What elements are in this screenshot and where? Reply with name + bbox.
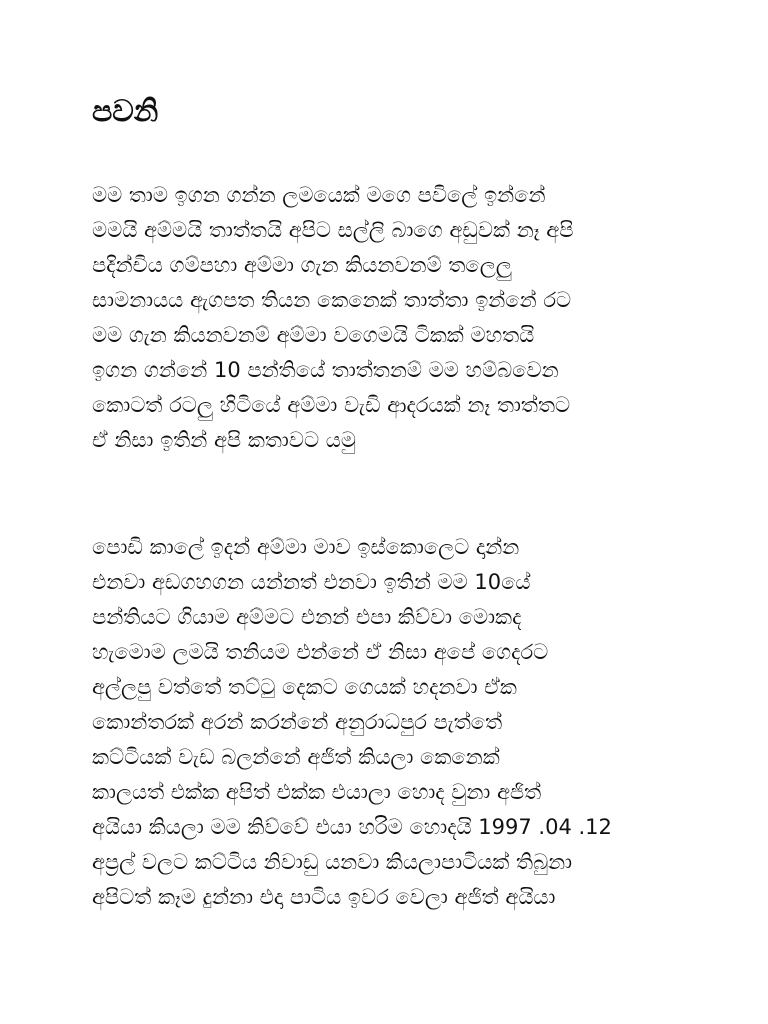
- text-line: එනවා අඩගහගන යන්නත් එනවා ඉතින් මම 10යේ: [92, 570, 531, 594]
- text-line: ඉගන ගන්නේ 10 පන්තියේ තාත්තනම් මම හම්බවෙන: [92, 358, 559, 382]
- paragraph-1: [92, 178, 702, 458]
- text-line: ඒ නිසා ඉතින් අපි කතාවට යමු: [92, 428, 356, 452]
- text-line: පන්තියට ගියාම අම්මට එනන් එපා කිව්වා මොකද: [92, 605, 522, 629]
- text-line: කාලයත් එක්ක අපිත් එක්ක එයාලා හොද වුනා අජිත්: [92, 780, 542, 804]
- text-line: අයියා කියලා මම කිව්වේ එයා හරිම හොදයි 1997 .04 .12: [92, 815, 612, 839]
- text-line: කොන්තරක් අරන් කරන්නේ අනුරාධපුර පැත්තේ: [92, 710, 503, 734]
- text-line: සාමනායය ඇගපත තියන කෙනෙක් තාත්තා ඉන්නේ රට: [92, 288, 572, 312]
- text-line: මම ගැන කියනවනම් අම්මා වගෙමයි ටිකක් මහතයි: [92, 323, 535, 347]
- text-line: මමයි අම්මයි තාත්තයි අපිට සල්ලි බාගෙ අඩුවක් නෑ අපි: [92, 218, 574, 242]
- text-line: අපිටත් කෑම දුන්නා එදා පාටිය ඉවර වෙලා අජිත් අයියා: [92, 885, 556, 909]
- text-line: මම තාම ඉගන ගන්න ලමයෙක් මගෙ පවිලේ ඉන්නේ: [92, 183, 546, 207]
- text-line: අල්ලපු වත්තේ තට්ටු දෙකට ගෙයක් හදනවා ඒක: [92, 675, 517, 699]
- text-line: කට්ටියක් වැඩ බලන්නේ අජිත් කියලා කෙනෙක්: [92, 745, 500, 769]
- document-title: පවනි: [92, 94, 159, 129]
- text-line: කොටත් රටලු හිටියේ අම්මා වැඩි ආදරයක් නෑ තාත්තට: [92, 393, 571, 417]
- paragraph-2: [92, 530, 702, 915]
- text-line: අප්‍රල් වලට කට්ටිය නිවාඩු යනවා කියලාපාටියක් තිබුනා: [92, 850, 573, 874]
- text-line: හැමොම ලමයි තනියම එන්නේ ඒ නිසා අපේ ගෙදරට: [92, 640, 549, 664]
- text-line: පොඩි කාලේ ඉදන් අම්මා මාව ඉස්කොලෙට දාන්න: [92, 535, 520, 559]
- text-line: පදින්චිය ගම්පහා අම්මා ගැන කියනවනම් තලෙලු: [92, 253, 512, 277]
